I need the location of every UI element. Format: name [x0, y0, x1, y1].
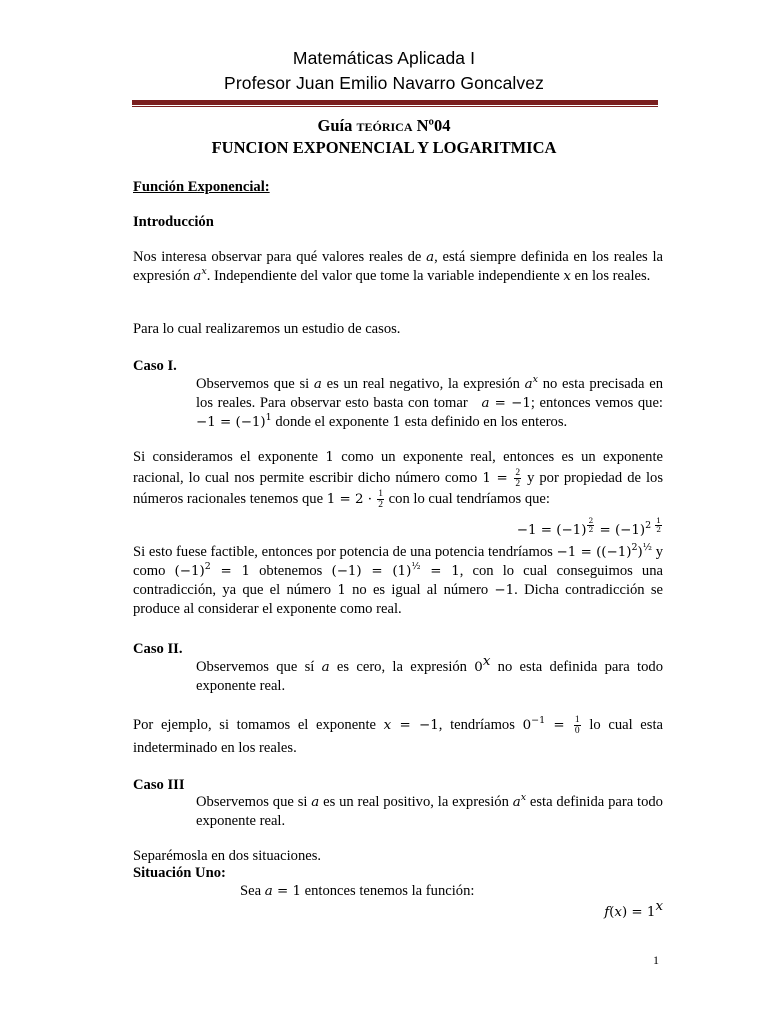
- section-heading: Función Exponencial:: [133, 179, 270, 195]
- situacion-uno-text: Sea a = 1 entonces tenemos la función:: [240, 883, 475, 899]
- page-number: 1: [653, 953, 659, 967]
- caso1-heading: Caso I.: [133, 358, 177, 374]
- caso2-paragraph: Observemos que sí a es cero, la expresión 0$^x$ no esta definida para todo exponente real.: [196, 654, 663, 694]
- situacion-uno-heading: Situación Uno:: [133, 865, 226, 881]
- header-rule: [132, 100, 658, 105]
- guide-number: Nº04: [412, 116, 451, 135]
- caso1-paragraph: Observemos que si a es un real negativo, la expresión $a^x$ no esta precisada en los reales. Para observar esto basta con tomar a = −1; entonces vemos que: $-1 = (-1)^1$ donde el exponente 1 esta definido en los enteros.: [196, 374, 663, 430]
- professor-name: Profesor Juan Emilio Navarro Goncalvez: [224, 73, 544, 93]
- course-title: Matemáticas Aplicada I: [292, 48, 476, 68]
- main-title: FUNCION EXPONENCIAL Y LOGARITMICA: [211, 138, 557, 157]
- intro-paragraph-2: Para lo cual realizaremos un estudio de casos.: [133, 321, 401, 337]
- intro-heading: Introducción: [133, 214, 214, 230]
- caso1-equation: −1 = (−1) $^{\frac{2}{2}}$ = $(-1)^{2 \frac{1}{2}}$: [516, 516, 661, 538]
- situaciones-intro: Separémosla en dos situaciones.: [133, 848, 322, 864]
- caso3-heading: Caso III: [133, 777, 185, 793]
- guide-sc: teórica: [356, 116, 413, 135]
- header-rule-thin: [132, 106, 658, 107]
- guide-prefix: Guía: [317, 116, 357, 135]
- caso2-heading: Caso II.: [133, 641, 183, 657]
- guide-title: [0, 116, 768, 136]
- caso3-paragraph: Observemos que si a es un real positivo, la expresión $a^x$ esta definida para todo exponente real.: [196, 792, 663, 829]
- caso1-paragraph-2: Si consideramos el exponente 1 como un exponente real, entonces es un exponente racional, lo cual nos permite escribir dicho número como 1 = $\frac{2}{2}$ y por propiedad de los números racionales tenemos que 1 = 2 · $\frac{1}{2}$ con lo cual tendríamos que:: [133, 449, 663, 511]
- intro-paragraph: Nos interesa observar para qué valores reales de a, está siempre definida en los reales la expresión $a^x$. Independiente del valor que tome la variable independiente x en los reales.: [133, 249, 663, 284]
- caso1-paragraph-3: Si esto fuese factible, entonces por potencia de una potencia tendríamos $-1 = ((-1)^2)^{\frac{1}{2}}$ y como $(-1)^2 = 1$ obtenemos $(-1) = (1)^{\frac{1}{2}} = 1$, con lo cual conseguimos una contradicción, ya que el número 1 no es igual al número −1. Dicha contradicción se produce al considerar el exponente como real.: [133, 542, 664, 617]
- caso2-paragraph-2: Por ejemplo, si tomamos el exponente x = −1, tendríamos $0^{-1}$ = $\frac{1}{0}$ lo cual esta indeterminado en los reales.: [133, 715, 663, 756]
- function-equation: $f(x) = 1^x$: [604, 899, 663, 920]
